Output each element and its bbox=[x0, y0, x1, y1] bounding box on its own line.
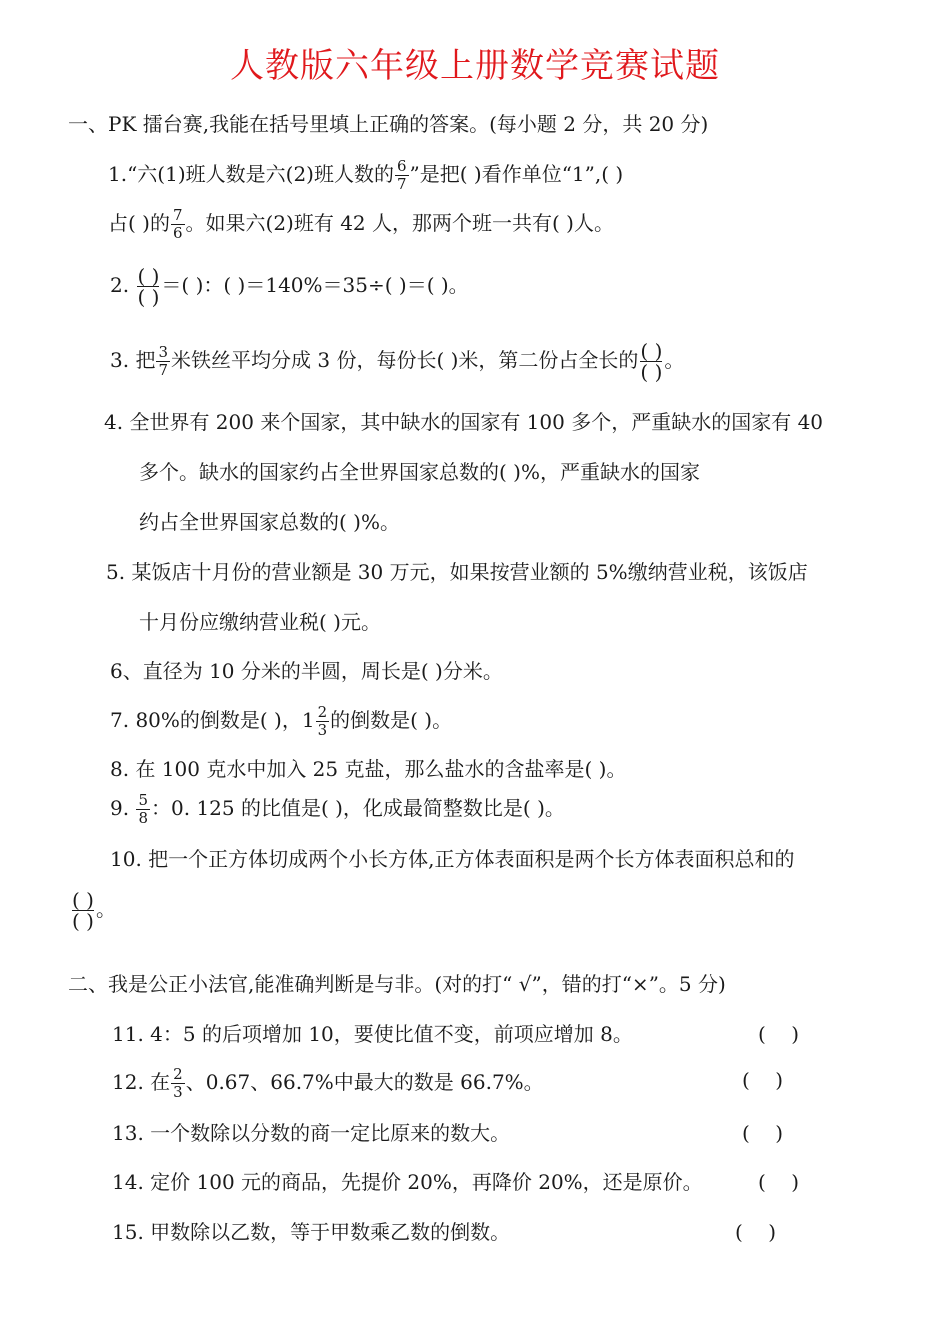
section1-heading: 一、PK 擂台赛,我能在括号里填上正确的答案。(每小题 2 分，共 20 分) bbox=[68, 112, 709, 136]
q1-text-c: 占( )的 bbox=[108, 211, 170, 235]
q2-number: 2. bbox=[110, 273, 130, 297]
q3-text-b: 米铁丝平均分成 3 份，每份长( )米，第二份占全长的 bbox=[171, 348, 639, 372]
fraction-two-thirds: $\frac{2}{3}$ bbox=[173, 1065, 183, 1101]
question-5-line-1: 5. 某饭店十月份的营业额是 30 万元，如果按营业额的 5%缴纳营业税，该饭店 bbox=[106, 560, 808, 584]
answer-bracket-11: ( ) bbox=[758, 1022, 800, 1046]
page-title: 人教版六年级上册数学竞赛试题 bbox=[230, 46, 720, 86]
question-15: 15. 甲数除以乙数，等于甲数乘乙数的倒数。 bbox=[112, 1220, 511, 1244]
question-4-line-3: 约占全世界国家总数的( )%。 bbox=[139, 510, 400, 534]
question-4-line-1: 4. 全世界有 200 来个国家，其中缺水的国家有 100 多个，严重缺水的国家有 40 bbox=[104, 410, 824, 434]
question-3 bbox=[110, 341, 684, 382]
fraction-three-sevenths: $\frac{3}{7}$ bbox=[158, 343, 168, 379]
answer-bracket-13: ( ) bbox=[742, 1121, 784, 1145]
q1-text-d: 。如果六(2)班有 42 人，那两个班一共有( )人。 bbox=[185, 211, 614, 235]
question-9 bbox=[110, 792, 565, 827]
q9-text: ：0. 125 的比值是( )，化成最简整数比是( )。 bbox=[151, 796, 565, 820]
q3-text-c: 。 bbox=[664, 348, 685, 372]
answer-bracket-15: ( ) bbox=[735, 1220, 777, 1244]
question-5-line-2: 十月份应缴纳营业税( )元。 bbox=[139, 610, 381, 634]
question-1-line-2 bbox=[108, 207, 614, 242]
q12-text-a: 12. 在 bbox=[112, 1070, 171, 1094]
question-2 bbox=[110, 266, 469, 307]
fraction-two-thirds: $\frac{2}{3}$ bbox=[317, 703, 328, 739]
q1-text-a: 1.“六(1)班人数是六(2)班人数的 bbox=[108, 162, 394, 186]
fraction-blank: $\frac{( )}{( )}$ bbox=[137, 264, 160, 309]
question-11: 11. 4：5 的后项增加 10，要使比值不变，前项应增加 8。 bbox=[112, 1022, 633, 1046]
question-6: 6、直径为 10 分米的半圆，周长是( )分米。 bbox=[110, 659, 503, 683]
question-12 bbox=[112, 1066, 544, 1101]
answer-bracket-12: ( ) bbox=[742, 1068, 784, 1092]
question-7 bbox=[110, 704, 452, 739]
question-10-line-1: 10. 把一个正方体切成两个小长方体,正方体表面积是两个长方体表面积总和的 bbox=[110, 847, 795, 871]
q9-number: 9. bbox=[110, 796, 130, 820]
section2-heading: 二、我是公正小法官,能准确判断是与非。(对的打“ √”，错的打“×”。5 分) bbox=[68, 972, 726, 996]
q3-text-a: 3. 把 bbox=[110, 348, 156, 372]
fraction-five-eighths: $\frac{5}{8}$ bbox=[138, 791, 148, 827]
question-1-line-1 bbox=[108, 158, 623, 193]
fraction-six-sevenths: $\frac{6}{7}$ bbox=[396, 157, 407, 193]
q7-text-a: 7. 80%的倒数是( )，1 bbox=[110, 708, 315, 732]
question-8: 8. 在 100 克水中加入 25 克盐，那么盐水的含盐率是( )。 bbox=[110, 757, 627, 781]
fraction-blank: $\frac{( )}{( )}$ bbox=[72, 888, 94, 933]
q12-text-b: 、0.67、66.7%中最大的数是 66.7%。 bbox=[185, 1070, 544, 1094]
fraction-blank: $\frac{( )}{( )}$ bbox=[640, 339, 663, 384]
q1-text-b: ”是把( )看作单位“1”,( ) bbox=[409, 162, 624, 186]
fraction-seven-sixths: $\frac{7}{6}$ bbox=[172, 206, 183, 242]
q10-end: 。 bbox=[95, 897, 116, 921]
question-10-line-2 bbox=[70, 890, 116, 931]
q2-text: ＝( )：( )＝140%＝35÷( )＝( )。 bbox=[161, 273, 469, 297]
question-13: 13. 一个数除以分数的商一定比原来的数大。 bbox=[112, 1121, 511, 1145]
answer-bracket-14: ( ) bbox=[758, 1170, 800, 1194]
question-4-line-2: 多个。缺水的国家约占全世界国家总数的( )%，严重缺水的国家 bbox=[139, 460, 700, 484]
q7-text-b: 的倒数是( )。 bbox=[330, 708, 453, 732]
question-14: 14. 定价 100 元的商品，先提价 20%，再降价 20%，还是原价。 bbox=[112, 1170, 703, 1194]
